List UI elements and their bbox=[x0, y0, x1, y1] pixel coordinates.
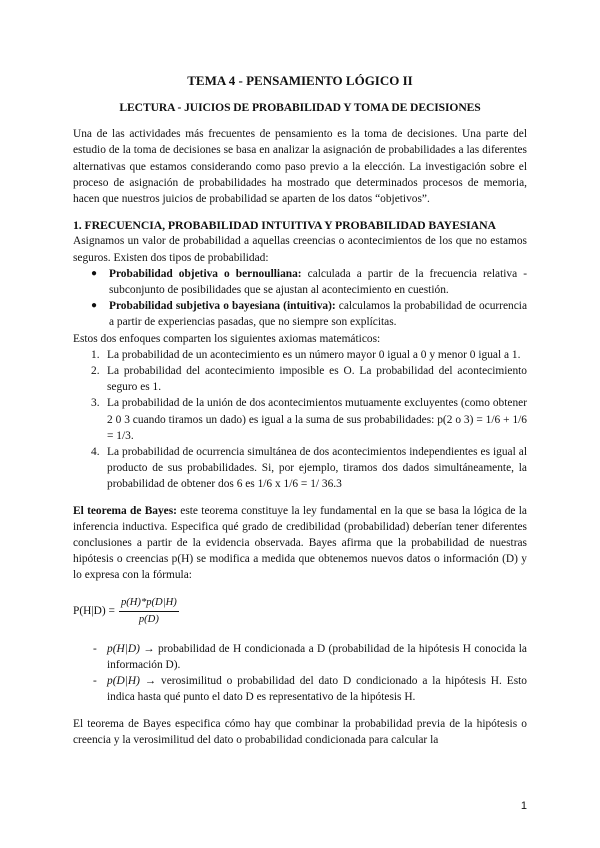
axioms-intro: Estos dos enfoques comparten los siguientes axiomas matemáticos: bbox=[73, 332, 381, 345]
closing-paragraph: El teorema de Bayes especifica cómo hay que combinar la probabilidad previa de la hipótesis o creencia y la verosimilitud del dato o probabilidad condicionada para calcular la bbox=[73, 717, 527, 746]
definition-symbol: p(H|D) bbox=[107, 642, 140, 655]
axiom-text: La probabilidad del acontecimiento imposible es O. La probabilidad del acontecimiento seguro es 1. bbox=[107, 365, 527, 394]
axiom-text: La probabilidad de la unión de dos acontecimientos mutuamente excluyentes (como obtener 2 0 3 cuando tiramos un dado) es igual a la suma de sus probabilidades: p(2 o 3) = 1/6 + 1/6 = 1/3. bbox=[107, 397, 527, 442]
list-item bbox=[93, 641, 527, 673]
list-item bbox=[93, 673, 527, 705]
type-description: calculamos la probabilidad de ocurrencia a partir de experiencias pasadas, que no siempre son explícitas. bbox=[109, 300, 528, 329]
dash-icon: - bbox=[93, 642, 97, 655]
bayes-description: este teorema constituye la ley fundamental en la que se basa la lógica de la inferencia inductiva. Especifica qué grado de credibilidad (probabilidad) deberían tener diferentes conclusiones a partir de la evidencia observada. Bayes afirma que la probabilidad de nuestras hipótesis o creencias p(H) se modifica a medida que obtenemos nuevos datos o información (D) y lo expresa con la fórmula: bbox=[73, 504, 527, 582]
item-number: 3. bbox=[91, 397, 100, 410]
bayes-term: El teorema de Bayes: bbox=[73, 504, 177, 517]
bullet-icon: ● bbox=[91, 300, 98, 312]
formula-denominator: p(D) bbox=[138, 613, 159, 625]
axiom-text: La probabilidad de ocurrencia simultánea de dos acontecimientos independientes es igual al producto de sus probabilidades. Si, por ejemplo, tiramos dos dados simultáneamente, la probabilidad de obtener dos 6 es 1/6 x 1/6 = 1/ 36.3 bbox=[107, 446, 527, 491]
intro-paragraph: Una de las actividades más frecuentes de pensamiento es la toma de decisiones. Una parte del estudio de la toma de decisiones se basa en analizar la asignación de probabilidades a las diferentes alternativas que estamos considerando como paso previo a la elección. La investigación sobre el proceso de asignación de probabilidades ha mostrado que determinados procesos de memoria, hacen que nuestros juicios de probabilidad se aparten de los datos “objetivos”. bbox=[73, 128, 527, 206]
axioms-list bbox=[73, 347, 527, 493]
list-item bbox=[91, 395, 527, 444]
dash-icon: - bbox=[93, 675, 97, 688]
list-item bbox=[89, 298, 527, 330]
document-title: TEMA 4 - PENSAMIENTO LÓGICO II bbox=[187, 73, 413, 88]
formula-numerator: p(H)*p(D|H) bbox=[119, 596, 179, 612]
probability-types-list bbox=[73, 266, 527, 331]
bayes-formula bbox=[73, 596, 527, 627]
document-subtitle: LECTURA - JUICIOS DE PROBABILIDAD Y TOMA DE DECISIONES bbox=[119, 101, 481, 114]
item-number: 4. bbox=[91, 446, 100, 459]
page-number: 1 bbox=[520, 800, 527, 812]
section-1-intro: Asignamos un valor de probabilidad a aquellas creencias o acontecimientos de los que no estamos seguros. Existen dos tipos de probabilidad: bbox=[73, 235, 527, 264]
definitions-list bbox=[73, 641, 527, 706]
item-number: 2. bbox=[91, 365, 100, 378]
definition-symbol: p(D|H) bbox=[107, 675, 140, 688]
formula-left: P(H|D) = bbox=[73, 605, 115, 618]
item-number: 1. bbox=[91, 348, 100, 361]
list-item bbox=[89, 266, 527, 298]
axiom-text: La probabilidad de un acontecimiento es un número mayor 0 igual a 0 y menor 0 igual a 1. bbox=[107, 348, 521, 361]
definition-text: → probabilidad de H condicionada a D (probabilidad de la hipótesis H conocida la información D). bbox=[107, 642, 527, 671]
bullet-icon: ● bbox=[91, 267, 98, 279]
section-1-heading: 1. FRECUENCIA, PROBABILIDAD INTUITIVA Y PROBABILIDAD BAYESIANA bbox=[73, 218, 496, 233]
bayes-paragraph bbox=[73, 503, 527, 584]
definition-text: → verosimilitud o probabilidad del dato D condicionado a la hipótesis H. Esto indica hasta qué punto el dato D es representativo de la hipótesis H. bbox=[107, 675, 527, 704]
type-term: Probabilidad subjetiva o bayesiana (intuitiva): bbox=[109, 300, 336, 313]
list-item bbox=[91, 347, 527, 363]
formula-fraction bbox=[119, 596, 179, 627]
list-item bbox=[91, 444, 527, 493]
type-term: Probabilidad objetiva o bernoulliana: bbox=[109, 267, 302, 280]
type-description: calculada a partir de la frecuencia relativa - subconjunto de posibilidades que se ajustan al acontecimiento en cuestión. bbox=[109, 267, 527, 297]
list-item bbox=[91, 363, 527, 395]
